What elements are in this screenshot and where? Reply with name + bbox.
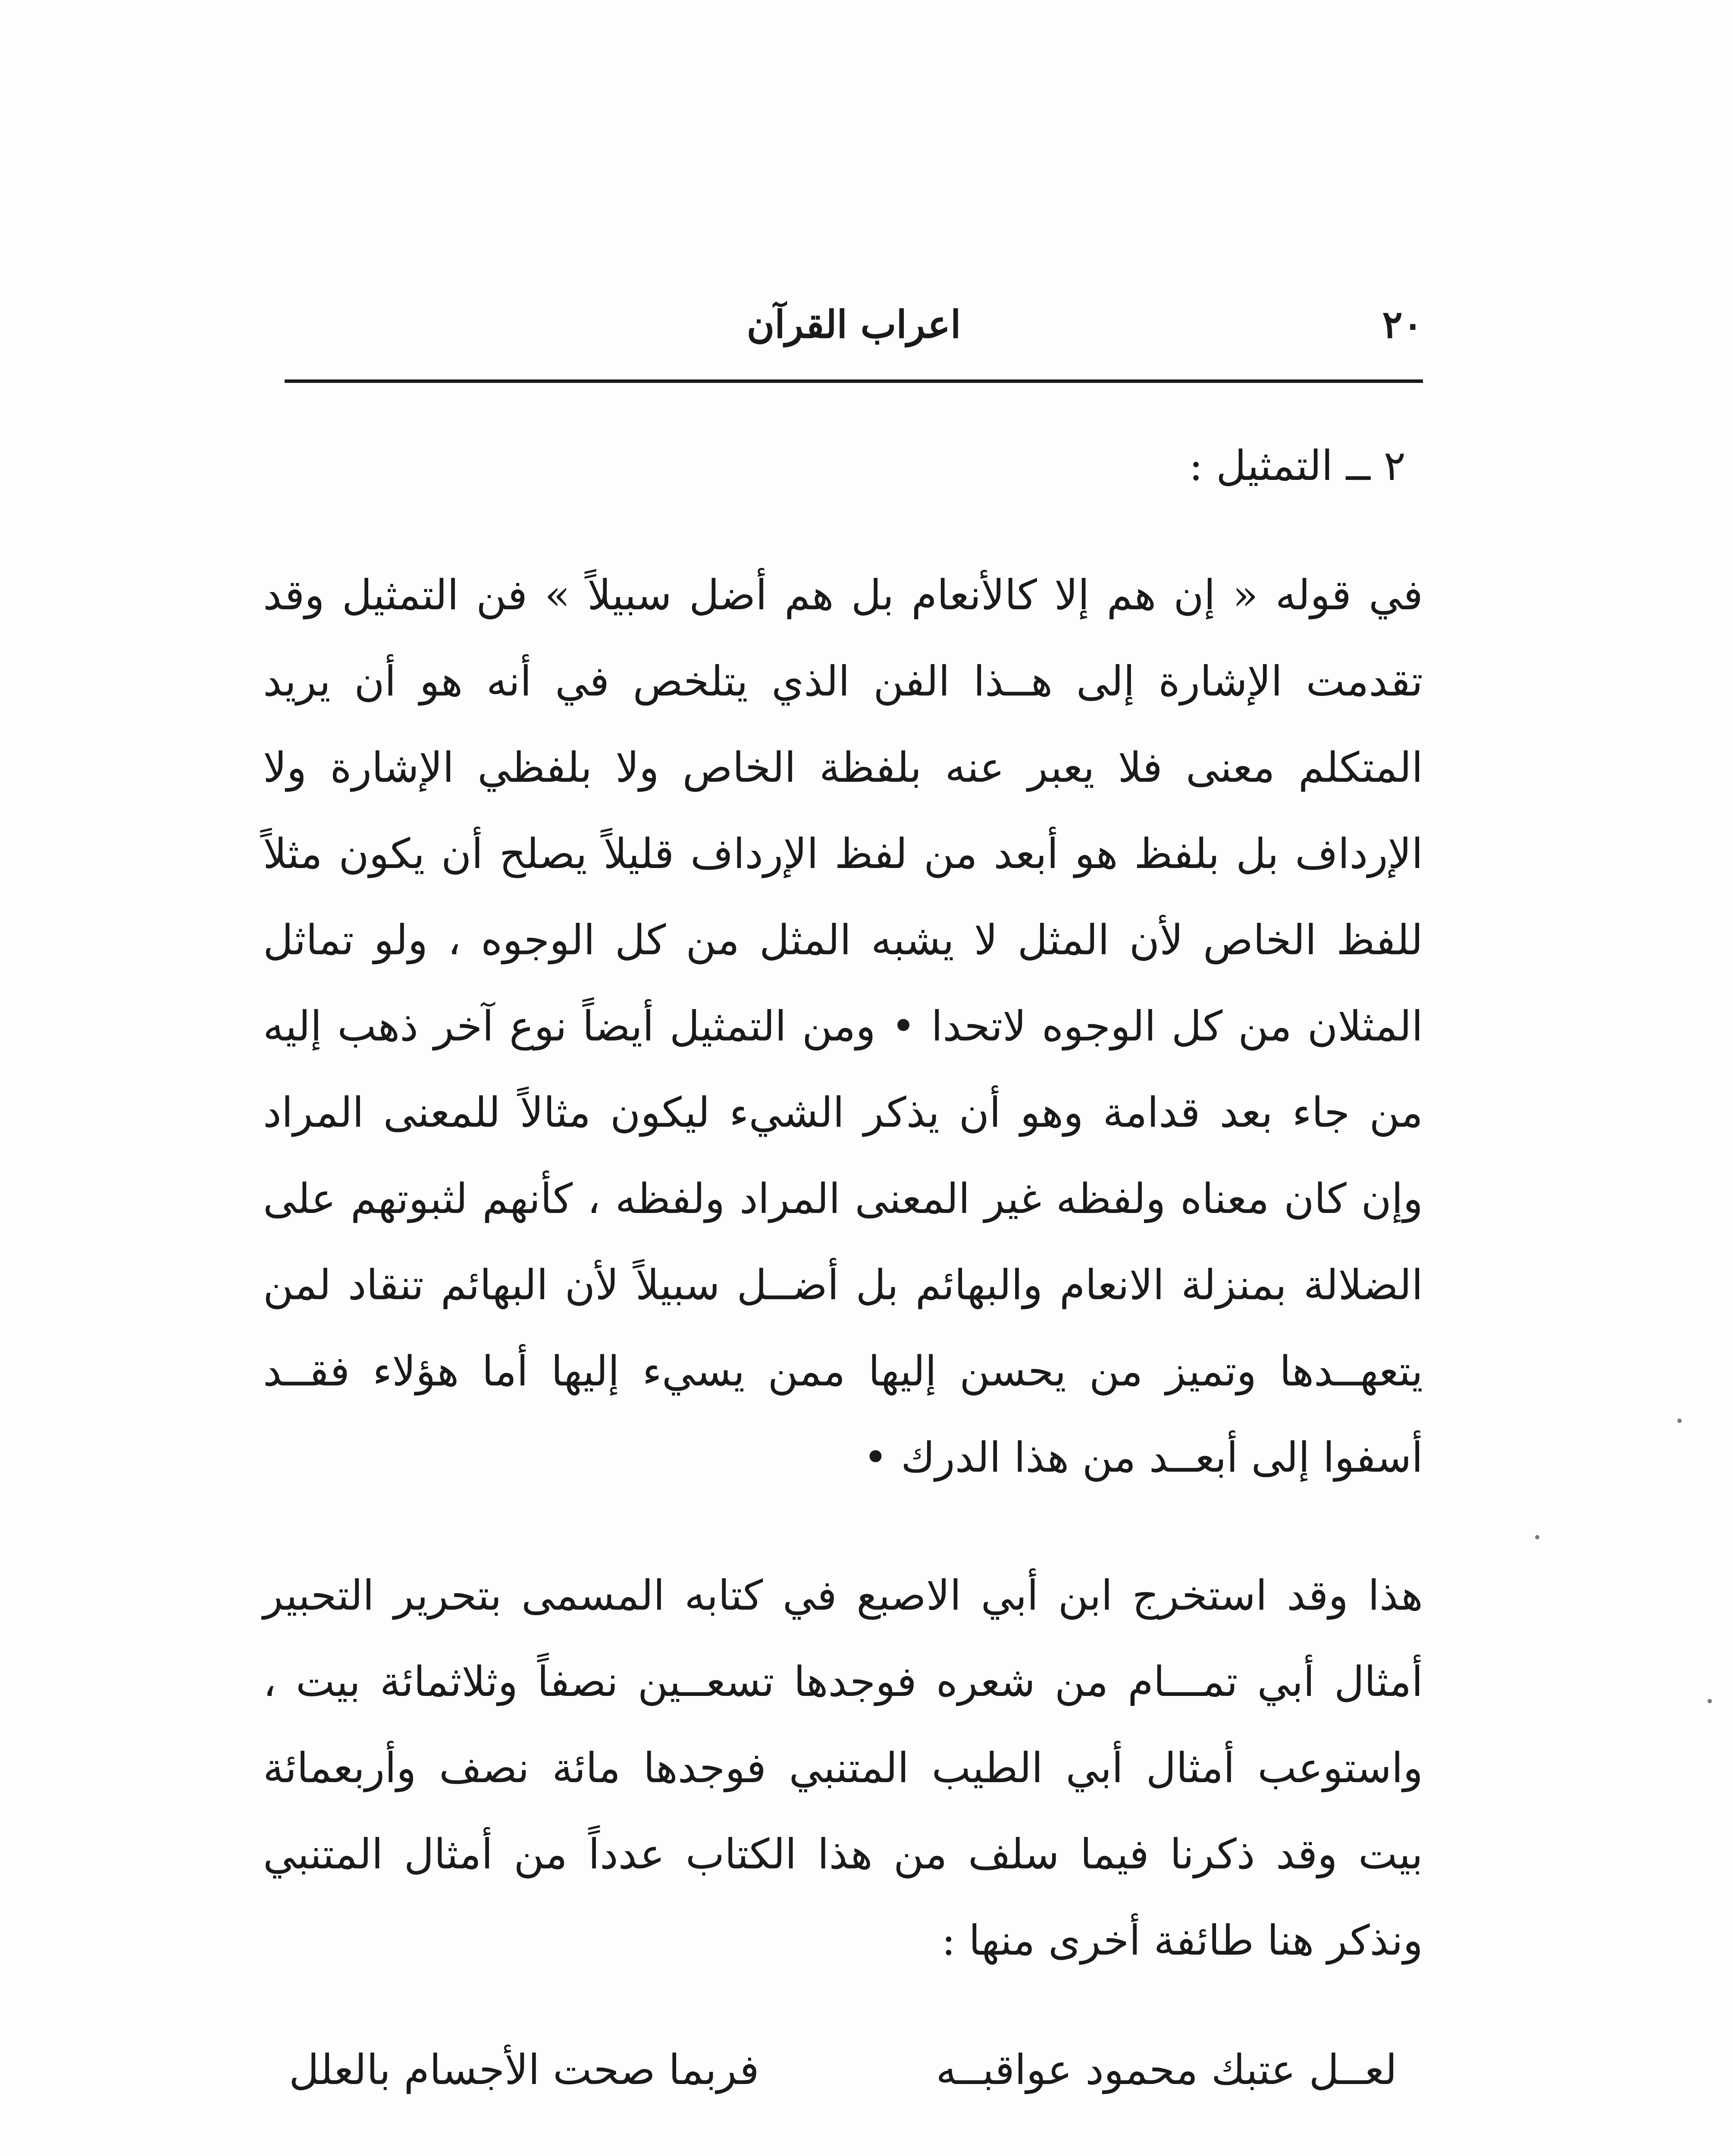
paragraph-ibn-abi-al-isba: هذا وقد استخرج ابن أبي الاصبع في كتابه المسمى بتحرير التحبير أمثال أبي تمـــام من شعره فوجدها تسعــين نصفاً وثلاثمائة بيت ، واستوعب أمثال أبي الطيب المتنبي فوجدها مائة نصف وأربعمائة بيت وقد ذكرنا فيما سلف من هذا الكتاب عدداً من أمثال المتنبي ونذكر هنا طائفة أخرى منها : (263, 1571, 1423, 1965)
verse-first-hemistich: لعــل عتبك محمود عواقبــه (936, 2046, 1397, 2094)
paragraph-tamthil: في قوله « إن هم إلا كالأنعام بل هم أضل سبيلاً » فن التمثيل وقد تقدمت الإشارة إلى هــذا الفن الذي يتلخص في أنه هو أن يريد المتكلم معنى فلا يعبر عنه بلفظة الخاص ولا بلفظي الإشارة ولا الإرداف بل بلفظ هو أبعد من لفظ الإرداف قليلاً يصلح أن يكون مثلاً للفظ الخاص لأن المثل لا يشبه المثل من كل الوجوه ، ولو تماثل المثلان من كل الوجوه لاتحدا • ومن التمثيل أيضاً نوع آخر ذهب إليه من جاء بعد قدامة وهو أن يذكر الشيء ليكون مثالاً للمعنى المراد وإن كان معناه ولفظه غير المعنى المراد ولفظه ، كأنهم لثبوتهم على الضلالة بمنزلة الانعام والبهائم بل أضــل سبيلاً لأن البهائم تنقاد لمن يتعهــدها وتميز من يحسن إليها ممن يسيء إليها أما هؤلاء فقــد أسفوا إلى أبعــد من هذا الدرك • (263, 571, 1423, 1482)
page-number: ٢٠ (1382, 302, 1423, 347)
running-head (285, 293, 1423, 367)
verse-second-hemistich: فربما صحت الأجسام بالعلل (289, 2046, 759, 2094)
scan-speck (1535, 1535, 1539, 1539)
page-body (263, 423, 1423, 2156)
scan-speck (1677, 1419, 1682, 1423)
verse-line (289, 2027, 1397, 2113)
book-title: اعراب القرآن (746, 302, 961, 347)
section-heading: ٢ ــ التمثيل : (1189, 442, 1406, 490)
scan-speck (1708, 1699, 1712, 1703)
header-rule (285, 379, 1423, 383)
